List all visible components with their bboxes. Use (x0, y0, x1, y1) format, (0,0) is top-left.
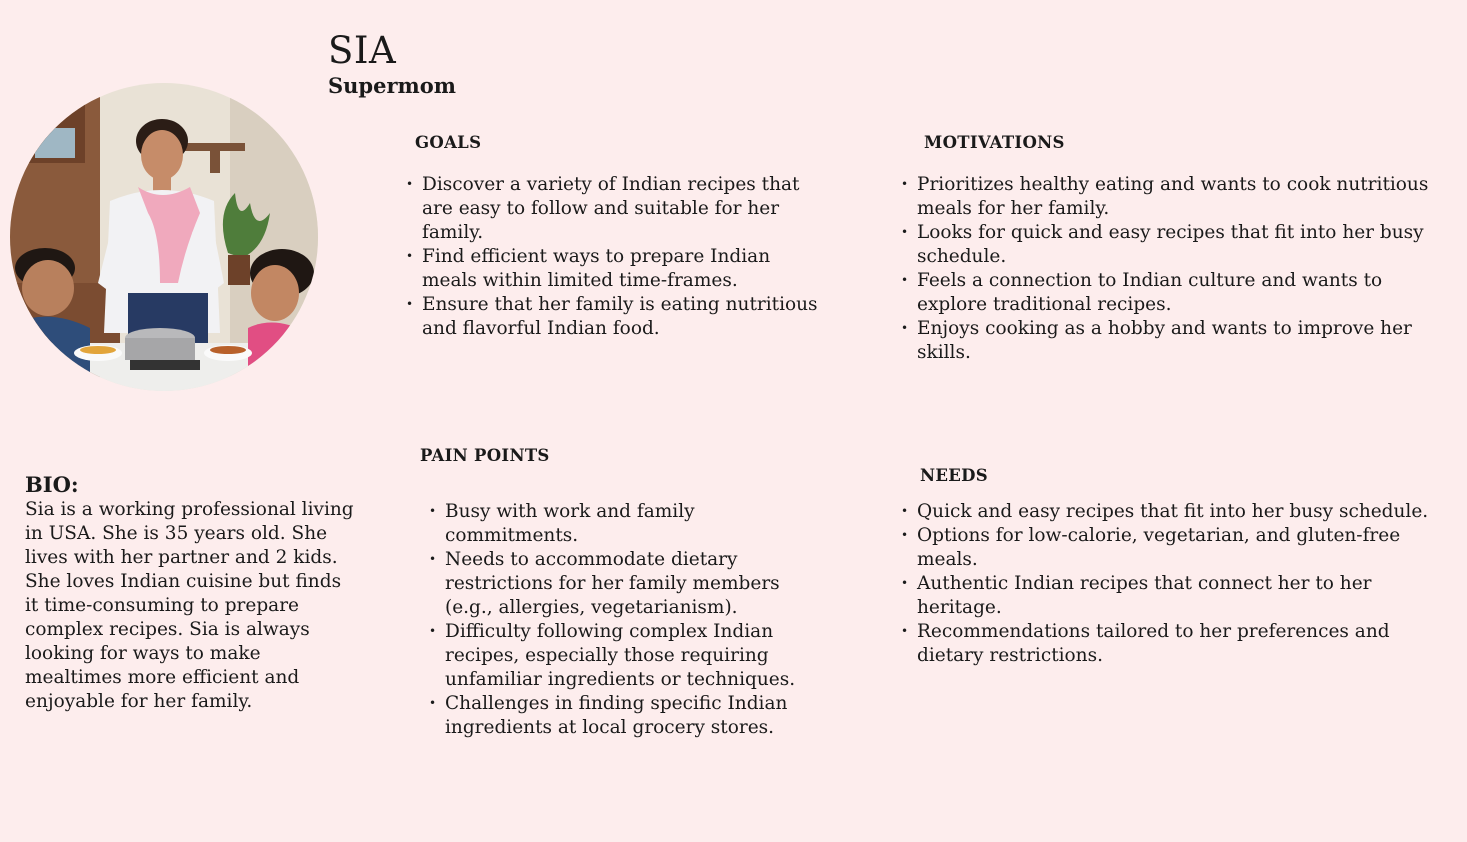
goals-list (404, 173, 829, 341)
list-item: • Enjoys cooking as a hobby and wants to improve her skills. (899, 317, 1454, 365)
list-item: • Prioritizes healthy eating and wants to cook nutritious meals for her family. (899, 173, 1454, 221)
needs-list (899, 500, 1429, 668)
bio-text: Sia is a working professional living in USA. She is 35 years old. She lives with her partner and 2 kids. She loves Indian cuisine but finds it time-consuming to prepare complex recipes. Sia is always looking for ways to make mealtimes more efficient and enjoyable for her family. (25, 499, 354, 712)
persona-photo (10, 83, 318, 391)
list-item: • Find efficient ways to prepare Indian meals within limited time-frames. (404, 245, 829, 293)
needs-title: NEEDS (920, 466, 988, 485)
motivations-list (899, 173, 1454, 365)
goals-title: GOALS (415, 133, 482, 152)
persona-role: Supermom (328, 73, 456, 98)
list-item: • Needs to accommodate dietary restrictions for her family members (e.g., allergies, vegetarianism). (427, 548, 829, 620)
list-item: • Feels a connection to Indian culture and wants to explore traditional recipes. (899, 269, 1454, 317)
list-item: • Discover a variety of Indian recipes that are easy to follow and suitable for her family. (404, 173, 829, 245)
list-item: • Busy with work and family commitments. (427, 500, 829, 548)
list-item: • Difficulty following complex Indian recipes, especially those requiring unfamiliar ingredients or techniques. (427, 620, 829, 692)
motivations-title: MOTIVATIONS (924, 133, 1065, 152)
pain-points-title: PAIN POINTS (420, 446, 550, 465)
bio-title: BIO: (25, 472, 79, 497)
list-item: • Looks for quick and easy recipes that fit into her busy schedule. (899, 221, 1454, 269)
persona-name: SIA (328, 29, 397, 72)
list-item: • Ensure that her family is eating nutritious and flavorful Indian food. (404, 293, 829, 341)
list-item: • Challenges in finding specific Indian ingredients at local grocery stores. (427, 692, 829, 740)
list-item: • Quick and easy recipes that fit into her busy schedule. (899, 500, 1429, 524)
list-item: • Recommendations tailored to her preferences and dietary restrictions. (899, 620, 1429, 668)
list-item: • Options for low-calorie, vegetarian, and gluten-free meals. (899, 524, 1429, 572)
pain-points-list (427, 500, 829, 740)
person-cooking-photo-icon (10, 83, 318, 391)
list-item: • Authentic Indian recipes that connect her to her heritage. (899, 572, 1429, 620)
